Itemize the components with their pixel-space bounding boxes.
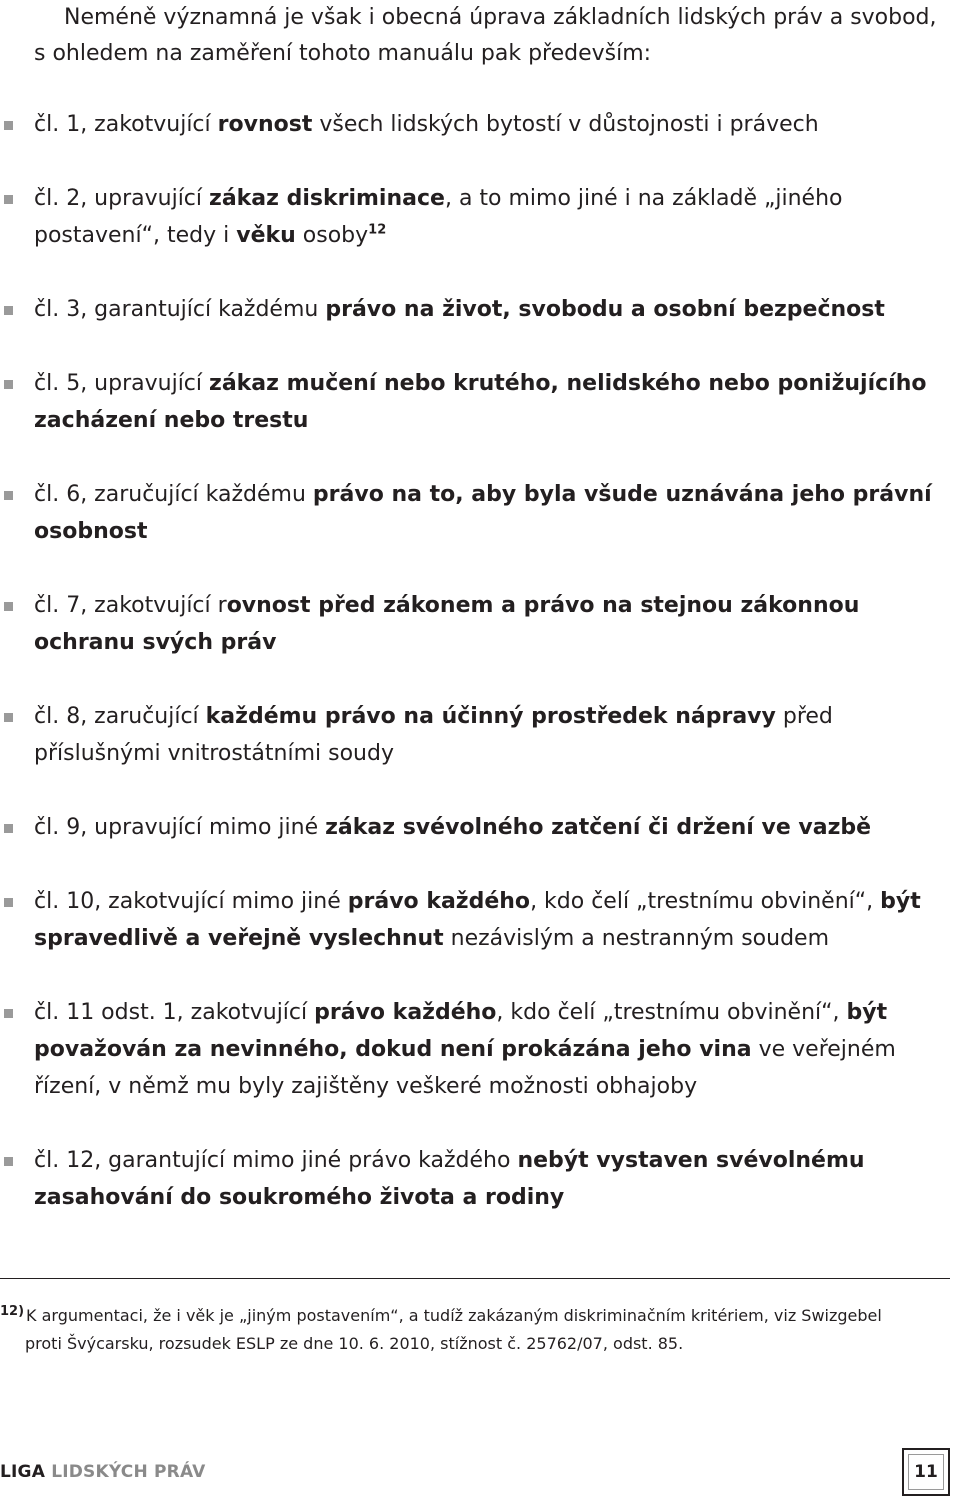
- square-bullet-icon: [4, 602, 13, 611]
- bold-text: být považován za nevinného, dokud není prokázána jeho vina: [34, 1000, 888, 1062]
- footnote: [0, 1298, 955, 1358]
- footnote-mark: 12): [0, 1304, 25, 1319]
- footnote-reference: 12: [368, 222, 387, 238]
- bold-text: zákaz svévolného zatčení či držení ve vazbě: [325, 815, 872, 840]
- square-bullet-icon: [4, 898, 13, 907]
- bold-text: každému právo na účinný prostředek nápravy: [205, 704, 776, 729]
- square-bullet-icon: [4, 824, 13, 833]
- footnote-line-1: K argumentaci, že i věk je „jiným postavením“, a tudíž zakázaným diskriminačním kritériem, viz Swizgebel: [26, 1306, 882, 1325]
- list-item: [0, 365, 952, 439]
- list-item: [0, 698, 952, 772]
- list-item-text: čl. 9, upravující mimo jiné: [34, 815, 326, 840]
- bold-text: zákaz diskriminace: [209, 186, 445, 211]
- list-item-text: čl. 1, zakotvující: [34, 112, 218, 137]
- list-item: [0, 1142, 952, 1216]
- bold-text: právo na to, aby byla všude uznávána jeho právní osobnost: [34, 482, 932, 544]
- list-item-text: čl. 7, zakotvující r: [34, 593, 227, 618]
- list-item-text: nezávislým a nestranným soudem: [443, 926, 829, 951]
- list-item-text: čl. 6, zaručující každému: [34, 482, 313, 507]
- list-item: [0, 106, 952, 143]
- list-item-text: čl. 2, upravující: [34, 186, 210, 211]
- list-item-text: před příslušnými vnitrostátními soudy: [34, 704, 833, 766]
- list-item-text: , kdo čelí „trestnímu obvinění“,: [496, 1000, 847, 1025]
- list-item-text: ve veřejném řízení, v němž mu byly zajištěny veškeré možnosti obhajoby: [34, 1037, 896, 1099]
- list-item-text: čl. 5, upravující: [34, 371, 210, 396]
- square-bullet-icon: [4, 491, 13, 500]
- article-list: [0, 106, 960, 1253]
- bold-text: rovnost: [217, 112, 313, 137]
- square-bullet-icon: [4, 121, 13, 130]
- list-item-text: čl. 8, zaručující: [34, 704, 206, 729]
- list-item: [0, 809, 952, 846]
- list-item: [0, 291, 952, 328]
- brand-logo-part-2: LIDSKÝCH PRÁV: [51, 1462, 206, 1482]
- bold-text: zákaz mučení nebo krutého, nelidského nebo ponižujícího zacházení nebo trestu: [34, 371, 927, 433]
- list-item-text: osoby: [295, 223, 369, 248]
- list-item-text: čl. 10, zakotvující mimo jiné: [34, 889, 348, 914]
- list-item-text: čl. 3, garantující každému: [34, 297, 326, 322]
- intro-paragraph: Neméně významná je však i obecná úprava základních lidských práv a svobod, s ohledem na zaměření tohoto manuálu pak především:: [34, 5, 937, 66]
- list-item: [0, 883, 952, 957]
- brand-logo-part-1: LIGA: [0, 1462, 52, 1482]
- square-bullet-icon: [4, 306, 13, 315]
- square-bullet-icon: [4, 195, 13, 204]
- square-bullet-icon: [4, 1157, 13, 1166]
- square-bullet-icon: [4, 380, 13, 389]
- list-item: [0, 994, 952, 1105]
- brand-logo: [0, 1462, 206, 1482]
- square-bullet-icon: [4, 713, 13, 722]
- page-number: 11: [908, 1454, 944, 1490]
- footnote-divider: [0, 1278, 950, 1279]
- bold-text: právo každého: [314, 1000, 497, 1025]
- list-item-text: čl. 12, garantující mimo jiné právo každého: [34, 1148, 518, 1173]
- square-bullet-icon: [4, 1009, 13, 1018]
- bold-text: být spravedlivě a veřejně vyslechnut: [34, 889, 921, 951]
- bold-text: věku: [236, 223, 296, 248]
- bold-text: právo na život, svobodu a osobní bezpečnost: [325, 297, 885, 322]
- page-number-box: [902, 1448, 950, 1496]
- list-item: [0, 587, 952, 661]
- list-item-text: , kdo čelí „trestnímu obvinění“,: [530, 889, 881, 914]
- list-item: [0, 476, 952, 550]
- list-item: [0, 180, 952, 254]
- bold-text: ovnost před zákonem a právo na stejnou zákonnou ochranu svých práv: [34, 593, 860, 655]
- footnote-line-2: proti Švýcarsku, rozsudek ESLP ze dne 10. 6. 2010, stížnost č. 25762/07, odst. 85.: [25, 1334, 684, 1353]
- bold-text: právo každého: [347, 889, 531, 914]
- bold-text: nebýt vystaven svévolnému zasahování do soukromého života a rodiny: [34, 1148, 865, 1210]
- list-item-text: všech lidských bytostí v důstojnosti i právech: [312, 112, 819, 137]
- list-item-text: čl. 11 odst. 1, zakotvující: [34, 1000, 315, 1025]
- list-item-text: , a to mimo jiné i na základě „jiného postavení“, tedy i: [34, 186, 843, 248]
